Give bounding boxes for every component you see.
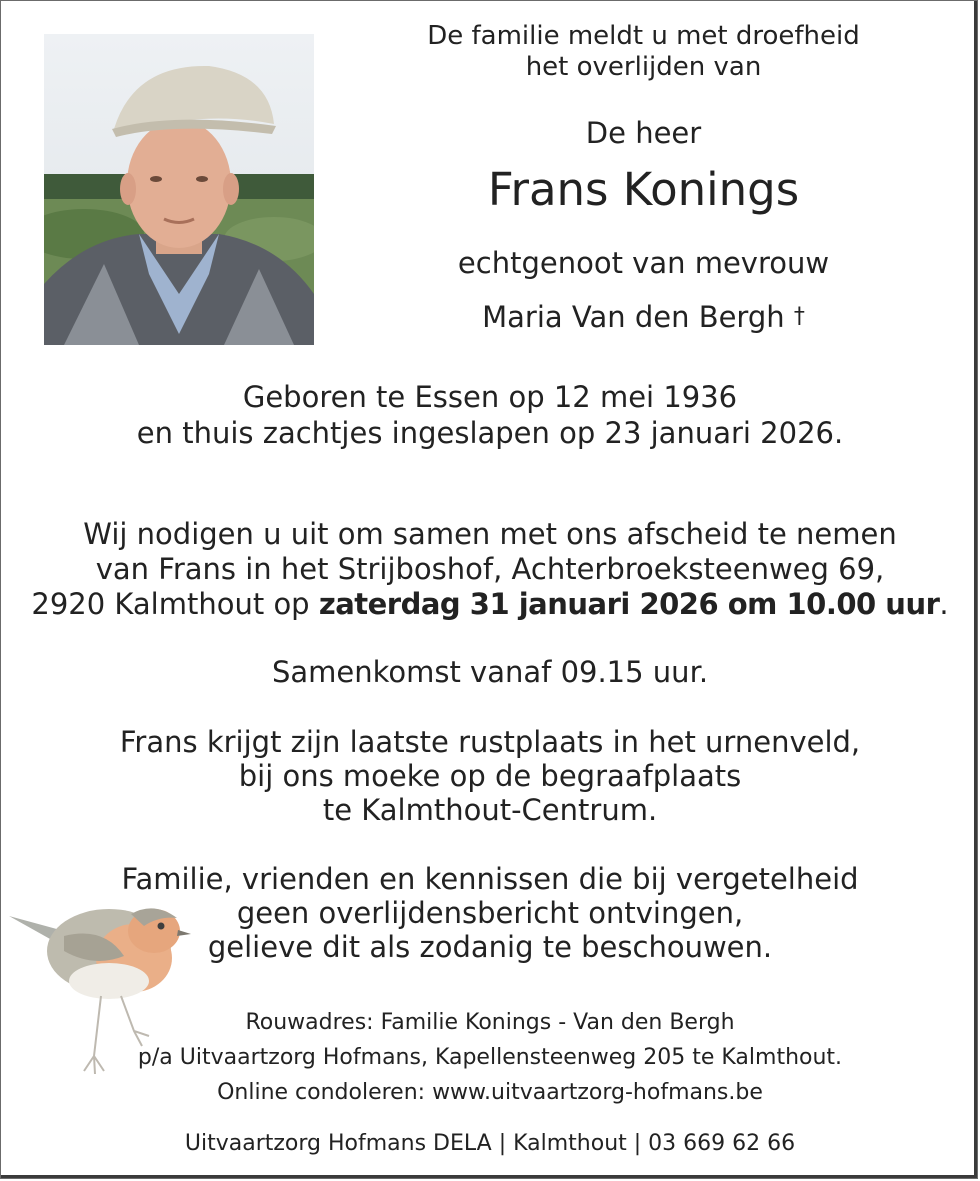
resting-line-1: Frans krijgt zijn laatste rustplaats in het urnenveld, — [119, 725, 861, 759]
invitation-line-3-prefix: 2920 Kalmthout op — [31, 587, 319, 621]
invitation-line-3 — [1, 587, 979, 622]
care-of-address: p/a Uitvaartzorg Hofmans, Kapellensteenweg 205 te Kalmthout. — [137, 1045, 843, 1070]
salutation: De heer — [585, 116, 702, 150]
resting-line-2: bij ons moeke op de begraafplaats — [238, 759, 742, 793]
notice-text — [1, 862, 979, 964]
spouse-label: echtgenoot van mevrouw — [457, 246, 830, 280]
notice-line-3: gelieve dit als zodanig te beschouwen. — [207, 930, 773, 964]
birth-line: Geboren te Essen op 12 mei 1936 — [242, 380, 738, 414]
resting-line-3: te Kalmthout-Centrum. — [322, 793, 658, 827]
invitation-line-1: Wij nodigen u uit om samen met ons afscheid te nemen — [83, 517, 897, 551]
funeral-home-footer: Uitvaartzorg Hofmans DELA | Kalmthout | 03 669 62 66 — [184, 1131, 796, 1156]
intro-line-1: De familie meldt u met droefheid — [427, 21, 860, 51]
online-condolence-link[interactable]: Online condoleren: www.uitvaartzorg-hofmans.be — [217, 1080, 763, 1105]
ceremony-datetime: zaterdag 31 januari 2026 om 10.00 uur — [318, 587, 940, 621]
intro-text — [391, 21, 896, 83]
spouse-name-line — [391, 299, 896, 335]
gathering-text: Samenkomst vanaf 09.15 uur. — [271, 655, 709, 689]
invitation-text — [1, 517, 979, 622]
invitation-line-3-suffix: . — [939, 587, 949, 621]
life-text — [1, 379, 979, 451]
deceased-name: Frans Konings — [487, 163, 800, 216]
contact-text — [1, 1005, 979, 1110]
intro-line-2: het overlijden van — [525, 52, 762, 82]
resting-text — [1, 725, 979, 827]
spouse-name: Maria Van den Bergh — [482, 300, 785, 334]
notice-line-2: geen overlijdensbericht ontvingen, — [236, 896, 744, 930]
invitation-line-2: van Frans in het Strijboshof, Achterbroeksteenweg 69, — [95, 552, 885, 586]
portrait-photo — [44, 34, 314, 345]
cross-icon: † — [793, 304, 805, 329]
mourning-address: Rouwadres: Familie Konings - Van den Bergh — [245, 1010, 735, 1035]
death-line: en thuis zachtjes ingeslapen op 23 januari 2026. — [136, 416, 844, 450]
notice-line-1: Familie, vrienden en kennissen die bij vergetelheid — [121, 862, 859, 896]
